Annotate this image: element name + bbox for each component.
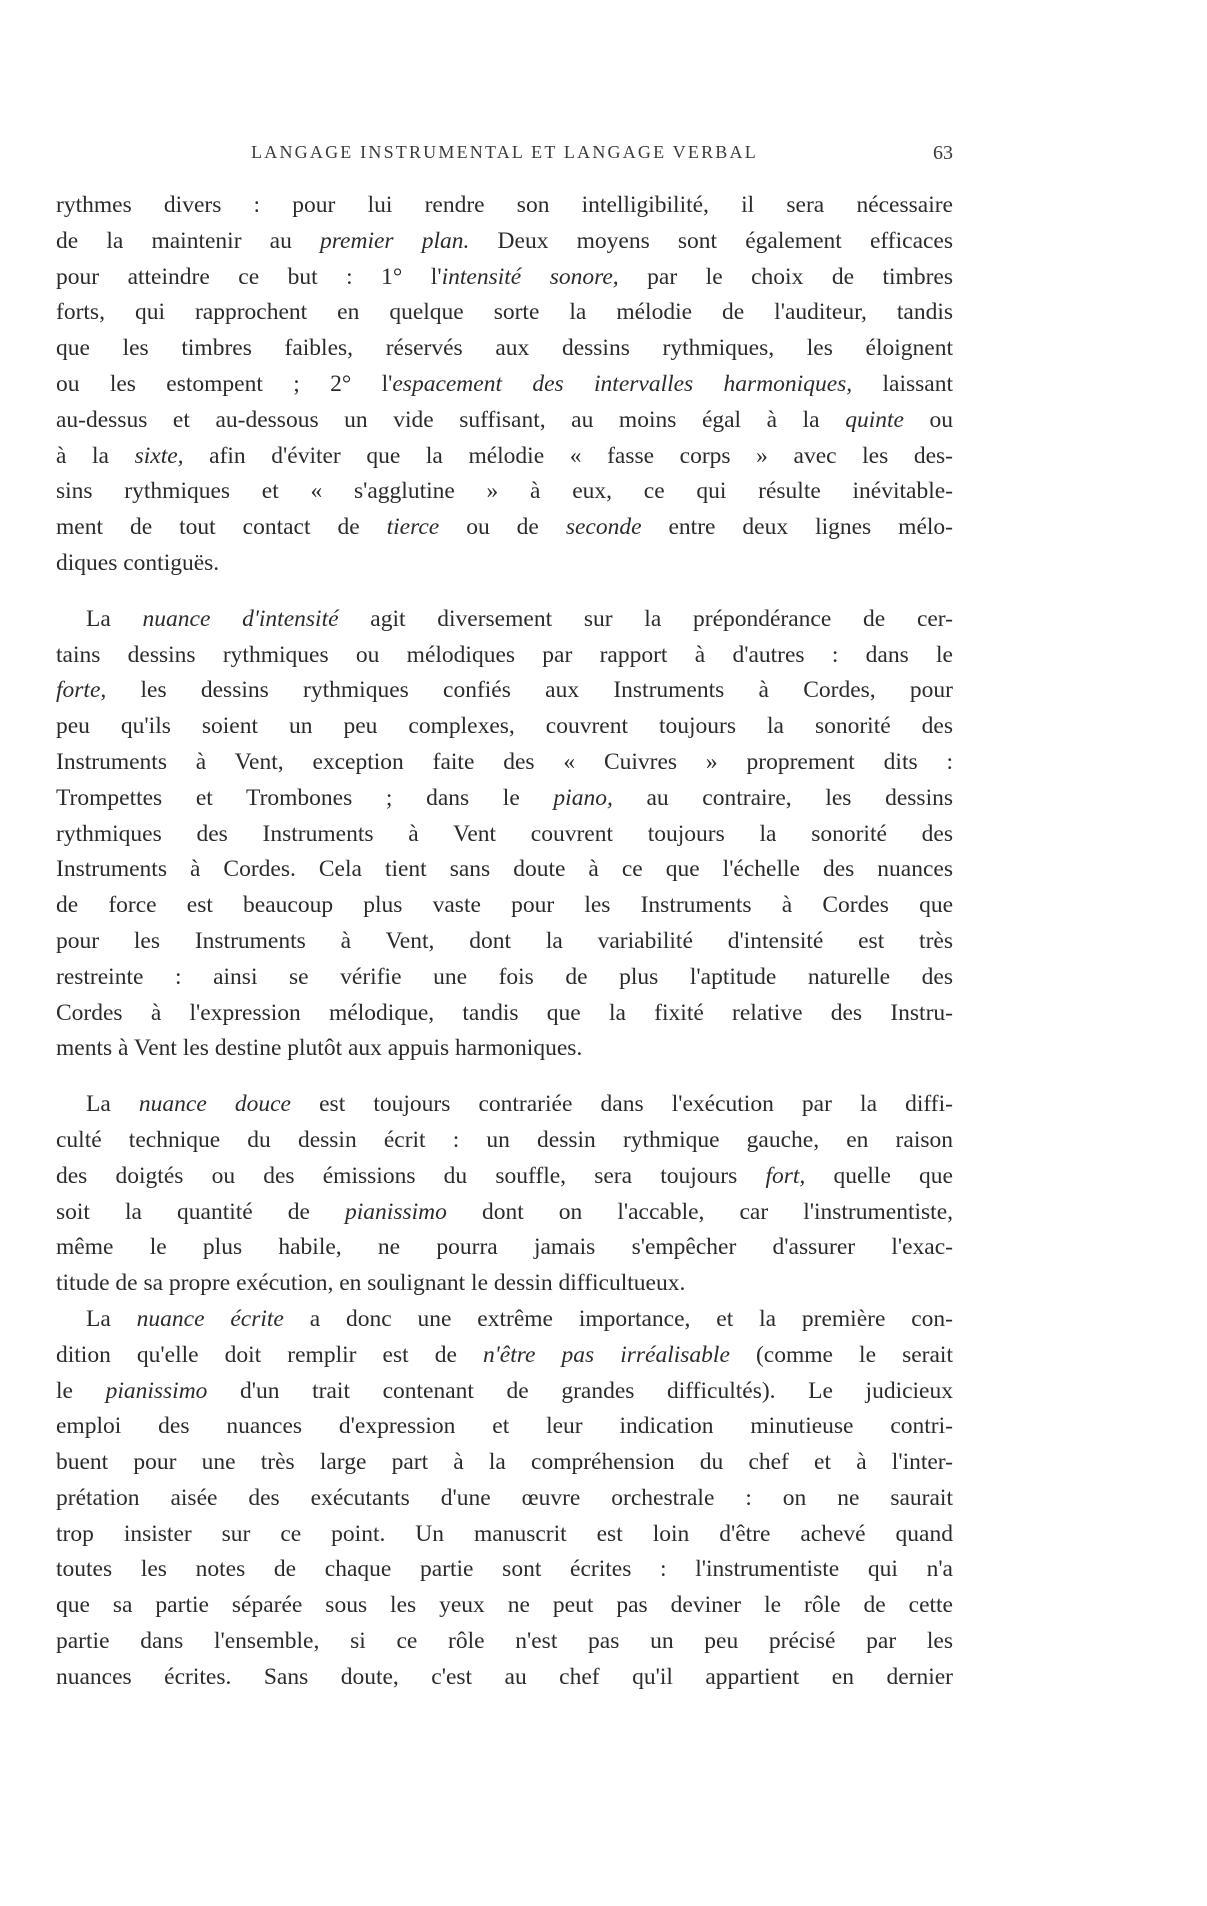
- text-line: [56, 638, 953, 674]
- italic-text: fort,: [765, 1162, 806, 1189]
- text-line: [56, 1588, 953, 1624]
- text-run: afin d'éviter que la mélodie « fasse corps » avec les des-: [183, 442, 953, 469]
- text-line: [56, 1302, 953, 1338]
- text-run: sins rythmiques et « s'agglutine » à eux, ce qui résulte inévitable-: [56, 478, 953, 505]
- italic-text: pianissimo: [105, 1377, 208, 1404]
- paragraph-3: [56, 1087, 953, 1302]
- italic-text: quinte: [845, 406, 904, 433]
- text-run: que sa partie séparée sous les yeux ne peut pas deviner le rôle de cette: [56, 1592, 953, 1619]
- text-run: au-dessus et au-dessous un vide suffisant, au moins égal à la: [56, 406, 846, 433]
- text-run: à la: [56, 442, 135, 469]
- running-title: LANGAGE INSTRUMENTAL ET LANGAGE VERBAL: [251, 142, 758, 162]
- text-run: Instruments à Cordes. Cela tient sans doute à ce que l'échelle des nuances: [56, 856, 953, 883]
- text-line: [56, 1660, 953, 1696]
- text-run: des doigtés ou des émissions du souffle, sera toujours: [56, 1162, 766, 1189]
- text-line: [56, 1517, 953, 1553]
- text-run: tains dessins rythmiques ou mélodiques par rapport à d'autres : dans le: [56, 641, 953, 668]
- text-run: dont on l'accable, car l'instrumentiste,: [446, 1198, 953, 1225]
- text-line: [56, 1338, 953, 1374]
- text-run: ments à Vent les destine plutôt aux appuis harmoniques.: [56, 1035, 583, 1062]
- text-run: Deux moyens sont également efficaces: [469, 227, 953, 254]
- text-run: emploi des nuances d'expression et leur indication minutieuse contri-: [56, 1413, 953, 1440]
- text-line: [56, 1445, 953, 1481]
- page-body: [56, 188, 953, 1696]
- text-run: est toujours contrariée dans l'exécution par la diffi-: [291, 1091, 953, 1118]
- text-line: [56, 1624, 953, 1660]
- text-run: pour les Instruments à Vent, dont la variabilité d'intensité est très: [56, 927, 953, 954]
- paragraph-1: [56, 188, 953, 582]
- text-line: [56, 260, 953, 296]
- italic-text: intensité sonore,: [441, 263, 619, 290]
- text-line: [56, 474, 953, 510]
- text-run: dition qu'elle doit remplir est de: [56, 1341, 483, 1368]
- text-run: titude de sa propre exécution, en soulignant le dessin difficultueux.: [56, 1270, 686, 1297]
- text-run: de la maintenir au: [56, 227, 321, 254]
- text-run: culté technique du dessin écrit : un dessin rythmique gauche, en raison: [56, 1126, 953, 1153]
- italic-text: nuance d'intensité: [142, 605, 339, 632]
- text-run: quelle que: [805, 1162, 953, 1189]
- text-run: rythmiques des Instruments à Vent couvrent toujours la sonorité des: [56, 820, 953, 847]
- text-run: par le choix de timbres: [618, 263, 953, 290]
- text-line: [56, 745, 953, 781]
- text-line: [56, 1159, 953, 1195]
- text-run: (comme le serait: [729, 1341, 953, 1368]
- text-run: buent pour une très large part à la compréhension du chef et à l'inter-: [56, 1449, 953, 1476]
- text-line: [56, 602, 953, 638]
- text-run: partie dans l'ensemble, si ce rôle n'est pas un peu précisé par les: [56, 1628, 953, 1655]
- text-run: prétation aisée des exécutants d'une œuvre orchestrale : on ne saurait: [56, 1484, 953, 1511]
- text-line: [56, 817, 953, 853]
- italic-text: nuance écrite: [136, 1305, 284, 1332]
- text-run: le: [56, 1377, 106, 1404]
- text-line: [56, 781, 953, 817]
- text-line: [56, 996, 953, 1032]
- text-run: laissant: [852, 370, 953, 397]
- italic-text: seconde: [565, 514, 642, 541]
- text-run: a donc une extrême importance, et la première con-: [283, 1305, 953, 1332]
- text-run: ou: [903, 406, 953, 433]
- italic-text: espacement des intervalles harmoniques,: [392, 370, 853, 397]
- text-run: même le plus habile, ne pourra jamais s'empêcher d'assurer l'exac-: [56, 1234, 953, 1261]
- text-line: [56, 888, 953, 924]
- italic-text: premier plan.: [320, 227, 470, 254]
- text-line: [56, 367, 953, 403]
- text-run: pour atteindre ce but : 1° l': [56, 263, 442, 290]
- text-run: La: [86, 605, 143, 632]
- text-line: [56, 709, 953, 745]
- text-line: [56, 673, 953, 709]
- italic-text: sixte,: [134, 442, 184, 469]
- text-run: Cordes à l'expression mélodique, tandis que la fixité relative des Instru-: [56, 999, 953, 1026]
- paragraph-2: [56, 602, 953, 1067]
- paragraph-4: [56, 1302, 953, 1696]
- italic-text: nuance douce: [138, 1091, 291, 1118]
- italic-text: n'être pas irréalisable: [482, 1341, 730, 1368]
- text-run: ou de: [439, 514, 566, 541]
- text-line: [56, 1552, 953, 1588]
- text-line: [56, 852, 953, 888]
- text-line: [56, 960, 953, 996]
- text-run: de force est beaucoup plus vaste pour les Instruments à Cordes que: [56, 892, 953, 919]
- text-run: La: [86, 1305, 137, 1332]
- italic-text: tierce: [386, 514, 440, 541]
- text-run: restreinte : ainsi se vérifie une fois de plus l'aptitude naturelle des: [56, 963, 953, 990]
- text-line: [56, 546, 953, 582]
- page-number: 63: [933, 142, 953, 164]
- text-run: ment de tout contact de: [56, 514, 387, 541]
- italic-text: pianissimo: [345, 1198, 447, 1225]
- text-run: les dessins rythmiques confiés aux Instruments à Cordes, pour: [106, 677, 953, 704]
- text-line: [56, 1266, 953, 1302]
- text-run: ou les estompent ; 2° l': [56, 370, 393, 397]
- text-run: peu qu'ils soient un peu complexes, couvrent toujours la sonorité des: [56, 713, 953, 740]
- italic-text: piano,: [553, 784, 613, 811]
- text-line: [56, 224, 953, 260]
- text-line: [56, 188, 953, 224]
- text-run: entre deux lignes mélo-: [641, 514, 953, 541]
- text-run: d'un trait contenant de grandes difficultés). Le judicieux: [207, 1377, 953, 1404]
- text-run: toutes les notes de chaque partie sont écrites : l'instrumentiste qui n'a: [56, 1556, 953, 1583]
- text-line: [56, 439, 953, 475]
- text-line: [56, 1087, 953, 1123]
- text-line: [56, 295, 953, 331]
- text-line: [56, 1374, 953, 1410]
- text-line: [56, 1481, 953, 1517]
- text-run: trop insister sur ce point. Un manuscrit est loin d'être achevé quand: [56, 1520, 953, 1547]
- text-run: Trompettes et Trombones ; dans le: [56, 784, 554, 811]
- text-run: agit diversement sur la prépondérance de cer-: [338, 605, 953, 632]
- text-run: forts, qui rapprochent en quelque sorte la mélodie de l'auditeur, tandis: [56, 299, 953, 326]
- text-run: nuances écrites. Sans doute, c'est au chef qu'il appartient en dernier: [56, 1663, 953, 1690]
- text-run: La: [86, 1091, 139, 1118]
- text-line: [56, 1031, 953, 1067]
- text-run: rythmes divers : pour lui rendre son intelligibilité, il sera nécessaire: [56, 192, 953, 218]
- text-run: au contraire, les dessins: [612, 784, 953, 811]
- italic-text: forte,: [56, 677, 107, 704]
- running-header: [56, 142, 953, 170]
- text-run: diques contiguës.: [56, 549, 220, 576]
- text-line: [56, 1409, 953, 1445]
- text-line: [56, 924, 953, 960]
- text-run: soit la quantité de: [56, 1198, 346, 1225]
- text-run: Instruments à Vent, exception faite des « Cuivres » proprement dits :: [56, 748, 953, 775]
- text-run: que les timbres faibles, réservés aux dessins rythmiques, les éloignent: [56, 335, 953, 362]
- text-line: [56, 403, 953, 439]
- text-line: [56, 510, 953, 546]
- text-line: [56, 331, 953, 367]
- text-line: [56, 1123, 953, 1159]
- text-line: [56, 1195, 953, 1231]
- text-line: [56, 1230, 953, 1266]
